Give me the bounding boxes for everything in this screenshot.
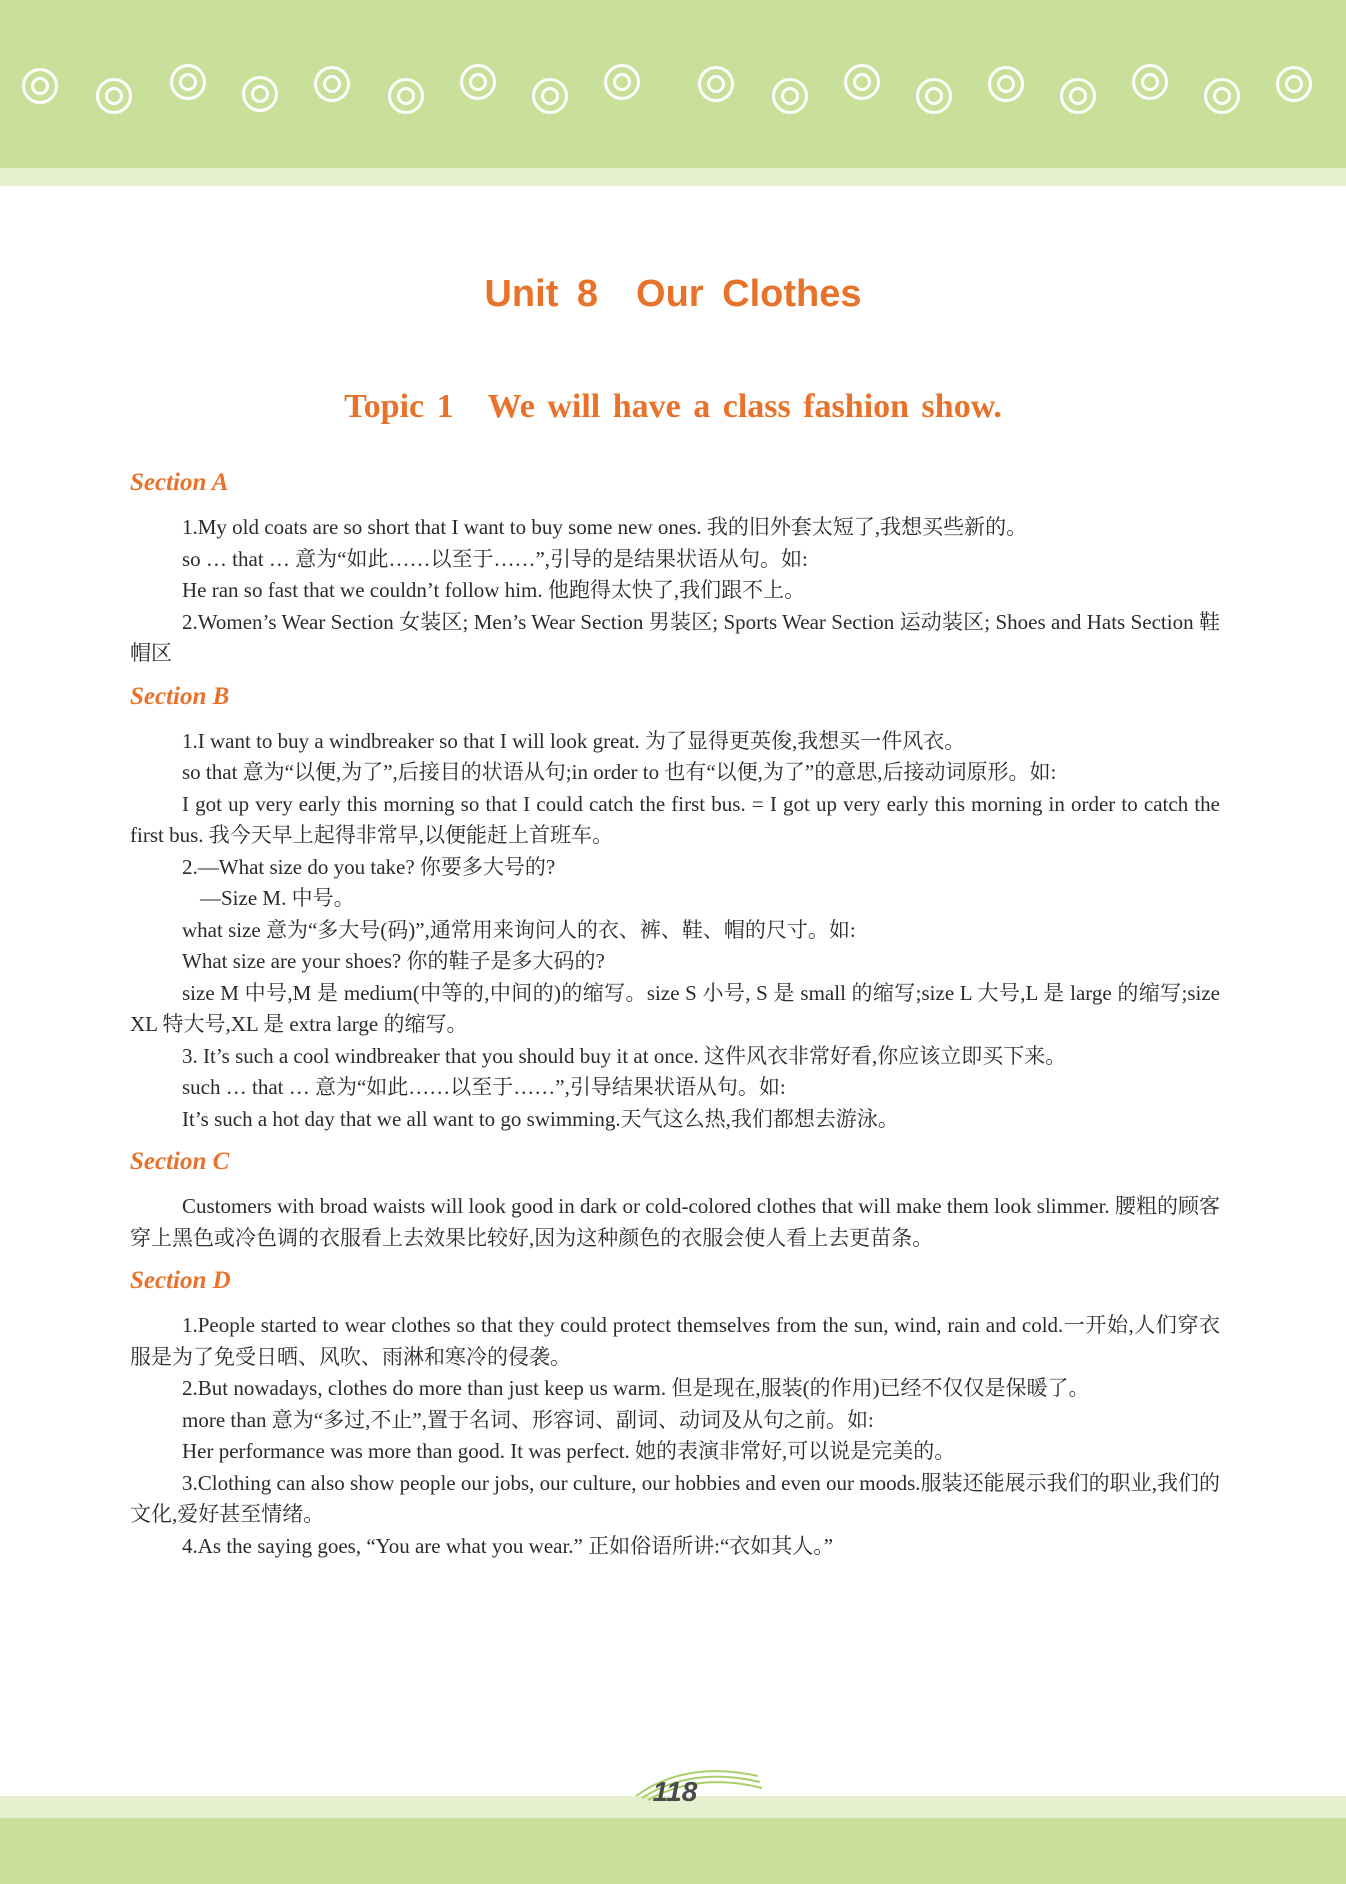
unit-title: Unit 8 Our Clothes [484, 273, 862, 315]
header-strip [0, 168, 1346, 186]
circle-ornament-icon [314, 66, 350, 102]
paragraph: Her performance was more than good. It was perfect. 她的表演非常好,可以说是完美的。 [182, 1439, 956, 1463]
circle-ornament-icon [844, 64, 880, 100]
paragraph: so … that … 意为“如此……以至于……”,引导的是结果状语从句。如: [182, 546, 808, 571]
content [130, 466, 1220, 1562]
paragraph: 2.But nowadays, clothes do more than just keep us warm. 但是现在,服装(的作用)已经不仅仅是保暖了。 [182, 1376, 1090, 1400]
paragraph: 1.My old coats are so short that I want to buy some new ones. 我的旧外套太短了,我想买些新的。 [182, 515, 1028, 539]
circle-ornament-icon [988, 66, 1024, 102]
paragraph: It’s such a hot day that we all want to go swimming.天气这么热,我们都想去游泳。 [182, 1106, 899, 1131]
paragraph: 2.Women’s Wear Section 女装区; Men’s Wear Section 男装区; Sports Wear Section 运动装区; Shoes and Hats Section 鞋帽区 [130, 609, 1220, 665]
paragraph: 3.Clothing can also show people our jobs, our culture, our hobbies and even our moods.服装还能展示我们的职业,我们的文化,爱好甚至情绪。 [130, 1470, 1220, 1526]
paragraph: He ran so fast that we couldn’t follow him. 他跑得太快了,我们跟不上。 [182, 578, 806, 602]
circle-ornament-icon [242, 76, 278, 112]
circle-ornament-icon [1204, 78, 1240, 114]
circle-ornament-icon [772, 78, 808, 114]
circle-ornament-icon [388, 78, 424, 114]
paragraph: so that 意为“以便,为了”,后接目的状语从句;in order to 也有“以便,为了”的意思,后接动词原形。如: [182, 760, 1057, 784]
circle-ornament-icon [22, 68, 58, 104]
section-heading: Section D [130, 1267, 231, 1294]
topic-title: Topic 1 We will have a class fashion show. [344, 388, 1002, 425]
circle-ornament-icon [96, 78, 132, 114]
paragraph: size M 中号,M 是 medium(中等的,中间的)的缩写。size S 小号, S 是 small 的缩写;size L 大号,L 是 large 的缩写;size XL 特大号,XL 是 extra large 的缩写。 [130, 980, 1220, 1036]
page-number: 118 [652, 1776, 698, 1807]
paragraph: I got up very early this morning so that I could catch the first bus. = I got up very early this morning in order to catch the first bus. 我今天早上起得非常早,以便能赶上首班车。 [130, 791, 1220, 847]
section-a [130, 466, 1220, 670]
paragraph: 4.As the saying goes, “You are what you wear.” 正如俗语所讲:“衣如其人。” [182, 1533, 834, 1558]
header-band [0, 0, 1346, 168]
paragraph: —Size M. 中号。 [200, 886, 355, 910]
paragraph: 1.I want to buy a windbreaker so that I will look great. 为了显得更英俊,我想买一件风衣。 [182, 728, 966, 753]
circle-ornament-icon [698, 66, 734, 102]
circle-ornament-icon [1060, 78, 1096, 114]
circle-ornament-icon [1132, 64, 1168, 100]
circle-ornament-icon [532, 78, 568, 114]
paragraph: 3. It’s such a cool windbreaker that you should buy it at once. 这件风衣非常好看,你应该立即买下来。 [182, 1043, 1067, 1068]
circle-ornament-icon [1276, 66, 1312, 102]
section-heading: Section B [130, 682, 230, 710]
paragraph: Customers with broad waists will look good in dark or cold-colored clothes that will make them look slimmer. 腰粗的顾客穿上黑色或冷色调的衣服看上去效果比较好,因为这种颜色的衣服会使人看上去更苗条。 [130, 1194, 1220, 1250]
paragraph: 2.—What size do you take? 你要多大号的? [182, 854, 556, 879]
circle-ornament-icon [460, 64, 496, 100]
paragraph: what size 意为“多大号(码)”,通常用来询问人的衣、裤、鞋、帽的尺寸。如: [182, 917, 856, 942]
circle-ornament-icon [604, 64, 640, 100]
circle-ornament-icon [916, 78, 952, 114]
paragraph: What size are your shoes? 你的鞋子是多大码的? [182, 949, 605, 973]
paragraph: 1.People started to wear clothes so that they could protect themselves from the sun, wind, rain and cold.一开始,人们穿衣服是为了免受日晒、风吹、雨淋和寒冷的侵袭。 [130, 1313, 1220, 1369]
section-d [130, 1264, 1220, 1562]
section-heading: Section C [130, 1148, 230, 1175]
section-heading: Section A [130, 469, 229, 496]
circle-ornament-icon [170, 64, 206, 100]
paragraph: such … that … 意为“如此……以至于……”,引导结果状语从句。如: [182, 1075, 786, 1099]
section-b [130, 680, 1220, 1136]
paragraph: more than 意为“多过,不止”,置于名词、形容词、副词、动词及从句之前。如: [182, 1407, 874, 1432]
section-c [130, 1145, 1220, 1254]
